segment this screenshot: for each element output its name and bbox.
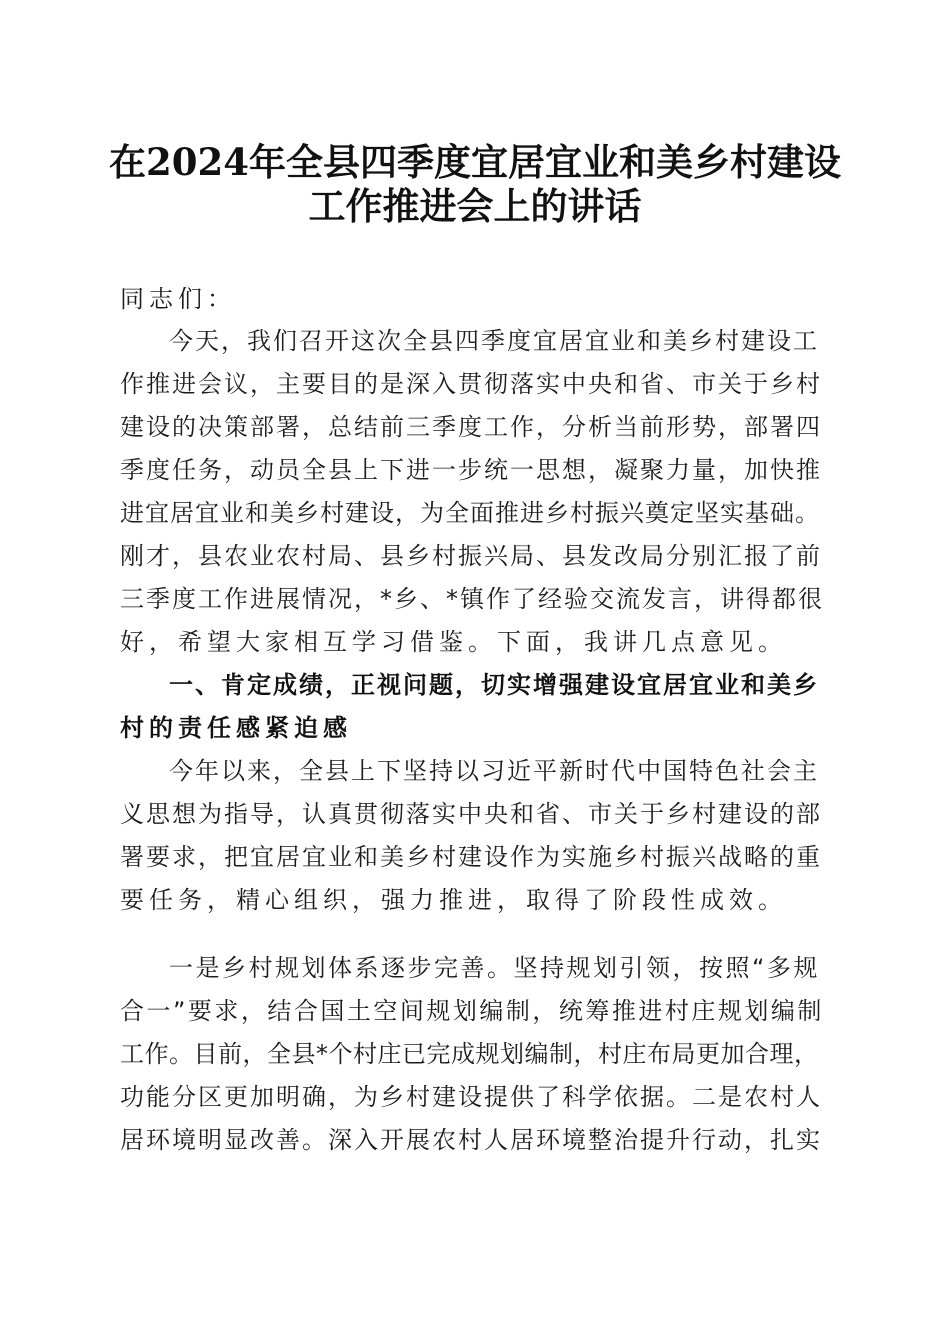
document-title-line-1: 在2024年全县四季度宜居宜业和美乡村建设 bbox=[109, 140, 841, 184]
section-heading: 一、肯定成绩，正视问题，切实增强建设宜居宜业和美乡 bbox=[169, 671, 819, 699]
paragraph-line: 署要求，把宜居宜业和美乡村建设作为实施乡村振兴战略的重 bbox=[120, 843, 822, 871]
paragraph-line: 功能分区更加明确，为乡村建设提供了科学依据。二是农村人 bbox=[120, 1083, 822, 1111]
paragraph-line: 今天，我们召开这次全县四季度宜居宜业和美乡村建设工 bbox=[169, 327, 819, 355]
salutation: 同志们： bbox=[120, 285, 236, 313]
paragraph-line: 好，希望大家相互学习借鉴。下面，我讲几点意见。 bbox=[120, 628, 787, 656]
paragraph-line: 作推进会议，主要目的是深入贯彻落实中央和省、市关于乡村 bbox=[120, 370, 822, 398]
paragraph-line: 今年以来，全县上下坚持以习近平新时代中国特色社会主 bbox=[169, 757, 819, 785]
paragraph-line: 季度任务，动员全县上下进一步统一思想，凝聚力量，加快推 bbox=[120, 456, 822, 484]
paragraph-line: 建设的决策部署，总结前三季度工作，分析当前形势，部署四 bbox=[120, 413, 822, 441]
paragraph-line: 居环境明显改善。深入开展农村人居环境整治提升行动，扎实 bbox=[120, 1126, 822, 1154]
paragraph-line: 工作。目前，全县*个村庄已完成规划编制，村庄布局更加合理， bbox=[120, 1040, 819, 1068]
document-title-line-2: 工作推进会上的讲话 bbox=[308, 184, 642, 228]
paragraph-line: 义思想为指导，认真贯彻落实中央和省、市关于乡村建设的部 bbox=[120, 800, 822, 828]
paragraph-line: 要任务，精心组织，强力推进，取得了阶段性成效。 bbox=[120, 886, 787, 914]
paragraph-line: 进宜居宜业和美乡村建设，为全面推进乡村振兴奠定坚实基础。 bbox=[120, 499, 820, 527]
paragraph-line: 一是乡村规划体系逐步完善。坚持规划引领，按照“多规 bbox=[169, 954, 820, 982]
paragraph-line: 三季度工作进展情况，*乡、*镇作了经验交流发言，讲得都很 bbox=[120, 585, 824, 613]
paragraph-line: 合一”要求，结合国土空间规划编制，统筹推进村庄规划编制 bbox=[120, 997, 824, 1025]
paragraph-line: 刚才，县农业农村局、县乡村振兴局、县发改局分别汇报了前 bbox=[120, 542, 822, 570]
section-heading: 村的责任感紧迫感 bbox=[120, 714, 352, 742]
